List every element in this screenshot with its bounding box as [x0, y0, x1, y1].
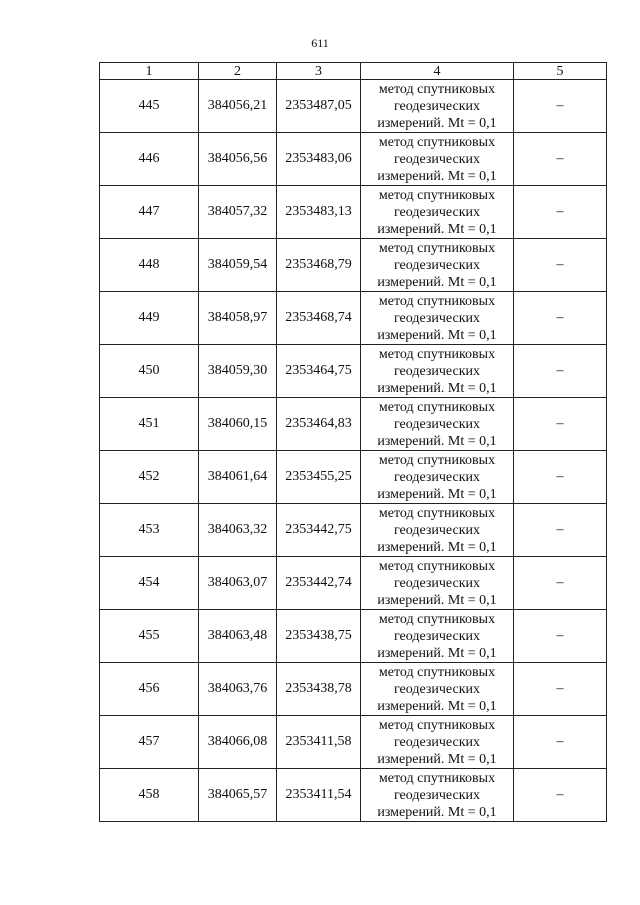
method-line: геодезических	[393, 469, 480, 485]
method-line: метод спутниковых	[378, 346, 496, 362]
method-line: геодезических	[393, 98, 480, 114]
method-line: метод спутниковых	[378, 399, 496, 415]
point-number-cell: 447	[100, 186, 199, 239]
x-coordinate-cell: 384063,48	[199, 610, 277, 663]
table-row	[100, 716, 607, 769]
x-coordinate-cell: 384056,56	[199, 133, 277, 186]
y-coordinate-cell: 2353468,79	[277, 239, 361, 292]
y-coordinate-cell: 2353438,78	[277, 663, 361, 716]
method-cell	[361, 186, 514, 239]
method-cell	[361, 610, 514, 663]
y-coordinate-cell: 2353468,74	[277, 292, 361, 345]
point-number-cell: 448	[100, 239, 199, 292]
y-coordinate-cell: 2353487,05	[277, 80, 361, 133]
y-coordinate-cell: 2353483,06	[277, 133, 361, 186]
note-cell: –	[514, 186, 607, 239]
method-cell	[361, 292, 514, 345]
point-number-cell: 453	[100, 504, 199, 557]
column-header-4: 4	[361, 63, 514, 80]
method-line: измерений. Mt = 0,1	[377, 592, 497, 608]
method-line: измерений. Mt = 0,1	[377, 380, 497, 396]
table-row	[100, 451, 607, 504]
method-cell	[361, 769, 514, 822]
table-row	[100, 663, 607, 716]
table-row	[100, 557, 607, 610]
y-coordinate-cell: 2353411,54	[277, 769, 361, 822]
x-coordinate-cell: 384061,64	[199, 451, 277, 504]
x-coordinate-cell: 384063,07	[199, 557, 277, 610]
method-line: измерений. Mt = 0,1	[377, 327, 497, 343]
method-line: измерений. Mt = 0,1	[377, 221, 497, 237]
method-line: измерений. Mt = 0,1	[377, 645, 497, 661]
method-line: метод спутниковых	[378, 293, 496, 309]
note-cell: –	[514, 451, 607, 504]
point-number-cell: 451	[100, 398, 199, 451]
method-cell	[361, 239, 514, 292]
method-cell	[361, 716, 514, 769]
x-coordinate-cell: 384063,76	[199, 663, 277, 716]
table-row	[100, 504, 607, 557]
point-number-cell: 458	[100, 769, 199, 822]
method-line: метод спутниковых	[378, 134, 496, 150]
column-header-3: 3	[277, 63, 361, 80]
method-line: геодезических	[393, 416, 480, 432]
method-line: геодезических	[393, 628, 480, 644]
note-cell: –	[514, 239, 607, 292]
table-row	[100, 292, 607, 345]
table-row	[100, 80, 607, 133]
method-cell	[361, 451, 514, 504]
table-row	[100, 239, 607, 292]
method-line: геодезических	[393, 734, 480, 750]
point-number-cell: 454	[100, 557, 199, 610]
table-row	[100, 186, 607, 239]
x-coordinate-cell: 384060,15	[199, 398, 277, 451]
point-number-cell: 456	[100, 663, 199, 716]
method-cell	[361, 663, 514, 716]
note-cell: –	[514, 557, 607, 610]
table-row	[100, 610, 607, 663]
method-line: измерений. Mt = 0,1	[377, 433, 497, 449]
point-number-cell: 445	[100, 80, 199, 133]
y-coordinate-cell: 2353438,75	[277, 610, 361, 663]
method-line: измерений. Mt = 0,1	[377, 804, 497, 820]
method-cell	[361, 504, 514, 557]
method-line: метод спутниковых	[378, 717, 496, 733]
method-line: измерений. Mt = 0,1	[377, 698, 497, 714]
note-cell: –	[514, 716, 607, 769]
method-line: геодезических	[393, 787, 480, 803]
note-cell: –	[514, 80, 607, 133]
method-line: геодезических	[393, 575, 480, 591]
method-line: геодезических	[393, 310, 480, 326]
table-header-row	[100, 63, 607, 80]
method-line: метод спутниковых	[378, 558, 496, 574]
column-header-1: 1	[100, 63, 199, 80]
y-coordinate-cell: 2353442,74	[277, 557, 361, 610]
method-line: геодезических	[393, 151, 480, 167]
method-line: измерений. Mt = 0,1	[377, 751, 497, 767]
y-coordinate-cell: 2353464,75	[277, 345, 361, 398]
y-coordinate-cell: 2353464,83	[277, 398, 361, 451]
note-cell: –	[514, 504, 607, 557]
note-cell: –	[514, 663, 607, 716]
method-line: измерений. Mt = 0,1	[377, 274, 497, 290]
method-line: геодезических	[393, 363, 480, 379]
note-cell: –	[514, 133, 607, 186]
method-cell	[361, 133, 514, 186]
method-cell	[361, 345, 514, 398]
point-number-cell: 450	[100, 345, 199, 398]
x-coordinate-cell: 384065,57	[199, 769, 277, 822]
method-line: геодезических	[393, 522, 480, 538]
method-line: метод спутниковых	[378, 187, 496, 203]
method-line: измерений. Mt = 0,1	[377, 539, 497, 555]
note-cell: –	[514, 345, 607, 398]
method-line: метод спутниковых	[378, 770, 496, 786]
method-cell	[361, 80, 514, 133]
page-number: 611	[311, 36, 329, 50]
method-line: геодезических	[393, 681, 480, 697]
point-number-cell: 449	[100, 292, 199, 345]
x-coordinate-cell: 384066,08	[199, 716, 277, 769]
note-cell: –	[514, 398, 607, 451]
point-number-cell: 457	[100, 716, 199, 769]
y-coordinate-cell: 2353483,13	[277, 186, 361, 239]
column-header-5: 5	[514, 63, 607, 80]
x-coordinate-cell: 384057,32	[199, 186, 277, 239]
table-row	[100, 133, 607, 186]
note-cell: –	[514, 610, 607, 663]
method-line: геодезических	[393, 257, 480, 273]
method-line: метод спутниковых	[378, 452, 496, 468]
y-coordinate-cell: 2353442,75	[277, 504, 361, 557]
method-line: метод спутниковых	[378, 240, 496, 256]
coordinates-table	[99, 62, 607, 822]
note-cell: –	[514, 769, 607, 822]
x-coordinate-cell: 384058,97	[199, 292, 277, 345]
x-coordinate-cell: 384059,54	[199, 239, 277, 292]
note-cell: –	[514, 292, 607, 345]
method-line: метод спутниковых	[378, 81, 496, 97]
y-coordinate-cell: 2353455,25	[277, 451, 361, 504]
table-row	[100, 398, 607, 451]
y-coordinate-cell: 2353411,58	[277, 716, 361, 769]
method-line: измерений. Mt = 0,1	[377, 486, 497, 502]
method-line: метод спутниковых	[378, 664, 496, 680]
x-coordinate-cell: 384059,30	[199, 345, 277, 398]
point-number-cell: 455	[100, 610, 199, 663]
method-line: измерений. Mt = 0,1	[377, 168, 497, 184]
table-body	[100, 80, 607, 822]
x-coordinate-cell: 384063,32	[199, 504, 277, 557]
method-line: геодезических	[393, 204, 480, 220]
method-cell	[361, 398, 514, 451]
table-row	[100, 345, 607, 398]
method-line: метод спутниковых	[378, 611, 496, 627]
x-coordinate-cell: 384056,21	[199, 80, 277, 133]
table-row	[100, 769, 607, 822]
method-line: измерений. Mt = 0,1	[377, 115, 497, 131]
column-header-2: 2	[199, 63, 277, 80]
point-number-cell: 446	[100, 133, 199, 186]
method-cell	[361, 557, 514, 610]
method-line: метод спутниковых	[378, 505, 496, 521]
point-number-cell: 452	[100, 451, 199, 504]
